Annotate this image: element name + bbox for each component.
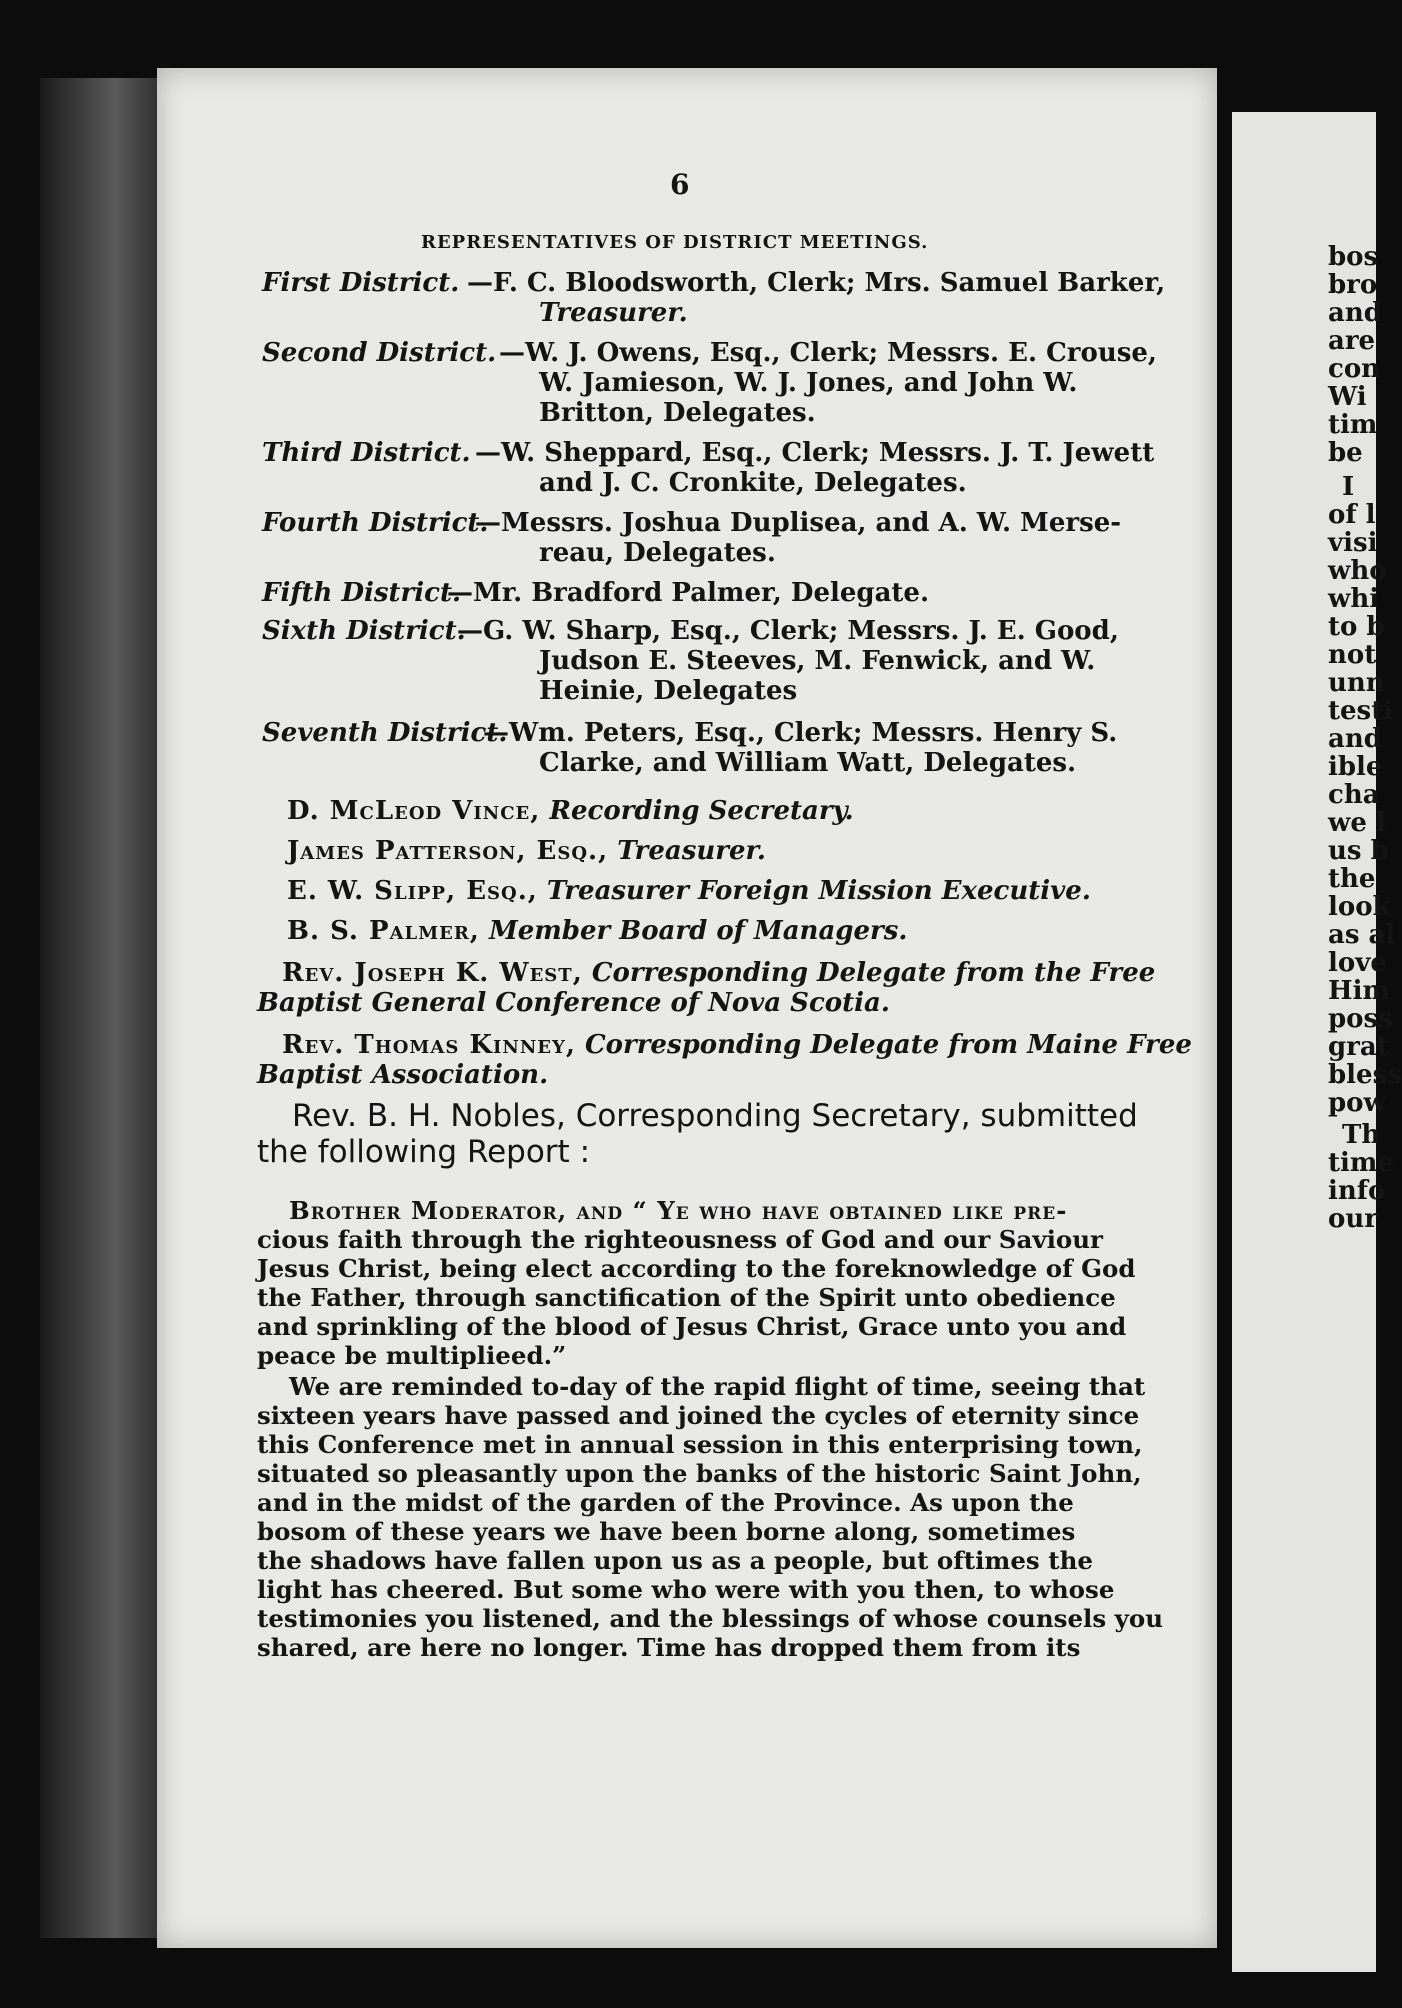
delegate-entry: Rev. Thomas Kinney, Corresponding Delegate from Maine Free [282, 1030, 1192, 1060]
facing-fragment: poss [1328, 1004, 1393, 1034]
facing-fragment: of l [1328, 500, 1376, 530]
facing-fragment: bro [1328, 270, 1378, 300]
facing-fragment: unn [1328, 668, 1385, 698]
report-line: this Conference met in annual session in this enterprising town, [257, 1430, 1143, 1459]
facing-fragment: grat [1328, 1032, 1389, 1062]
facing-fragment: time [1328, 1148, 1394, 1178]
facing-page [1232, 112, 1402, 1972]
facing-fragment: Th [1342, 1120, 1381, 1150]
facing-fragment: con [1328, 354, 1381, 384]
officer-entry: E. W. Slipp, Esq., Treasurer Foreign Mission Executive. [287, 876, 1091, 906]
delegate-entry-cont: Baptist Association. [257, 1060, 549, 1090]
report-line: We are reminded to-day of the rapid flight of time, seeing that [289, 1372, 1146, 1401]
report-line: bosom of these years we have been borne along, sometimes [257, 1517, 1076, 1546]
report-line: peace be multiplieed.” [257, 1341, 567, 1370]
delegate-entry-cont: Baptist General Conference of Nova Scotia. [257, 988, 890, 1018]
section-heading: REPRESENTATIVES OF DISTRICT MEETINGS. [421, 232, 929, 253]
page-number: 6 [670, 168, 690, 201]
district-seventh-name: Seventh District. [262, 718, 508, 748]
facing-fragment: who [1328, 556, 1387, 586]
document-page [157, 68, 1217, 1948]
district-second-line: Britton, Delegates. [539, 398, 816, 428]
district-sixth-name: Sixth District. [262, 616, 466, 646]
district-third-line: —W. Sheppard, Esq., Clerk; Messrs. J. T. Jewett [475, 438, 1155, 468]
report-intro: Rev. B. H. Nobles, Corresponding Secretary, submitted [292, 1098, 1138, 1134]
facing-fragment: us b [1328, 836, 1389, 866]
facing-fragment: cha [1328, 780, 1380, 810]
report-line: and sprinkling of the blood of Jesus Christ, Grace unto you and [257, 1312, 1127, 1341]
facing-fragment: to b [1328, 612, 1385, 642]
report-line: situated so pleasantly upon the banks of the historic Saint John, [257, 1459, 1142, 1488]
facing-fragment: the [1328, 864, 1376, 894]
facing-fragment: pow [1328, 1088, 1386, 1118]
district-fifth-name: Fifth District. [262, 578, 462, 608]
district-fourth-line: —Messrs. Joshua Duplisea, and A. W. Merse- [475, 508, 1122, 538]
report-line: shared, are here no longer. Time has dropped them from its [257, 1633, 1081, 1662]
report-line: light has cheered. But some who were with you then, to whose [257, 1575, 1115, 1604]
district-first-line: Treasurer. [539, 298, 688, 328]
facing-fragment: our [1328, 1204, 1378, 1234]
district-second-line: W. Jamieson, W. J. Jones, and John W. [539, 368, 1078, 398]
facing-fragment: bos [1328, 242, 1379, 272]
facing-fragment: info [1328, 1176, 1386, 1206]
facing-fragment: testi [1328, 696, 1394, 726]
report-line: Brother Moderator, and “ Ye who have obtained like pre- [289, 1196, 1068, 1225]
facing-fragment: we l [1328, 808, 1386, 838]
district-third-line: and J. C. Cronkite, Delegates. [539, 468, 967, 498]
facing-fragment: and [1328, 724, 1382, 754]
officer-entry: B. S. Palmer, Member Board of Managers. [287, 916, 908, 946]
district-fifth-line: —Mr. Bradford Palmer, Delegate. [447, 578, 930, 608]
district-second-name: Second District. [262, 338, 497, 368]
district-fourth-name: Fourth District. [262, 508, 489, 538]
facing-fragment: whi [1328, 584, 1380, 614]
report-line: sixteen years have passed and joined the cycles of eternity since [257, 1401, 1140, 1430]
district-fourth-line: reau, Delegates. [539, 538, 776, 568]
facing-fragment: as al [1328, 920, 1396, 950]
district-seventh-line: —Wm. Peters, Esq., Clerk; Messrs. Henry S. [483, 718, 1118, 748]
facing-fragment: visi [1328, 528, 1378, 558]
facing-fragment: I [1342, 472, 1355, 502]
facing-fragment: Wi [1328, 382, 1367, 412]
facing-fragment: love [1328, 948, 1387, 978]
facing-fragment: tim [1328, 410, 1378, 440]
report-line: the shadows have fallen upon us as a people, but oftimes the [257, 1546, 1093, 1575]
facing-fragment: ible [1328, 752, 1383, 782]
book-edge [40, 78, 165, 1938]
officer-entry: D. McLeod Vince, Recording Secretary. [287, 796, 854, 826]
facing-fragment: not [1328, 640, 1377, 670]
report-line: Jesus Christ, being elect according to the foreknowledge of God [257, 1254, 1136, 1283]
district-first-name: First District. [262, 268, 460, 298]
facing-fragment: are [1328, 326, 1376, 356]
facing-fragment: be [1328, 438, 1363, 468]
facing-fragment: and [1328, 298, 1382, 328]
district-sixth-line: —G. W. Sharp, Esq., Clerk; Messrs. J. E. Good, [457, 616, 1119, 646]
district-first-line: —F. C. Bloodsworth, Clerk; Mrs. Samuel Barker, [467, 268, 1166, 298]
facing-fragment: Him [1328, 976, 1390, 1006]
report-line: and in the midst of the garden of the Province. As upon the [257, 1488, 1074, 1517]
report-line: testimonies you listened, and the blessings of whose counsels you [257, 1604, 1164, 1633]
district-sixth-line: Heinie, Delegates [539, 676, 798, 706]
district-second-line: —W. J. Owens, Esq., Clerk; Messrs. E. Crouse, [499, 338, 1157, 368]
facing-fragment: look [1328, 892, 1391, 922]
district-seventh-line: Clarke, and William Watt, Delegates. [539, 748, 1077, 778]
report-line: cious faith through the righteousness of God and our Saviour [257, 1225, 1103, 1254]
report-intro: the following Report : [257, 1134, 591, 1170]
district-sixth-line: Judson E. Steeves, M. Fenwick, and W. [539, 646, 1096, 676]
officer-entry: James Patterson, Esq., Treasurer. [287, 836, 766, 866]
delegate-entry: Rev. Joseph K. West, Corresponding Delegate from the Free [282, 958, 1156, 988]
report-line: the Father, through sanctification of the Spirit unto obedience [257, 1283, 1116, 1312]
facing-fragment: bless [1328, 1060, 1402, 1090]
district-third-name: Third District. [262, 438, 471, 468]
